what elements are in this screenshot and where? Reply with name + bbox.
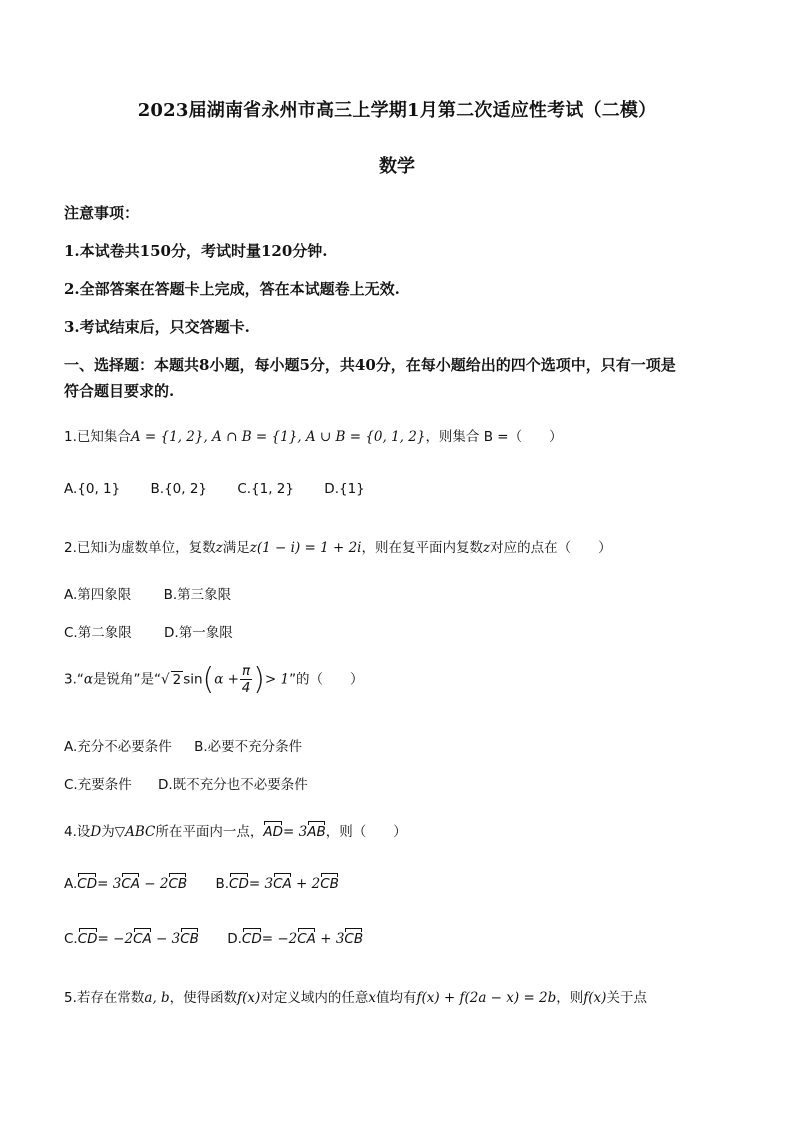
q4-option-d-ca: CA <box>297 931 316 947</box>
q4-mid2: 所在平面内一点， <box>155 824 264 840</box>
q4-option-a-op: − 2 <box>140 876 169 892</box>
q4-option-d <box>227 931 363 947</box>
q5-suffix: ，则 <box>556 990 584 1006</box>
q3-options-row1 <box>64 735 328 755</box>
q4-vector-ab: AB <box>307 824 326 840</box>
question-3 <box>64 662 364 697</box>
section-heading-line1: 一、选择题：本题共8小题，每小题5分，共40分，在每小题给出的四个选项中，只有一项是 <box>64 356 676 374</box>
q4-option-a <box>64 876 187 892</box>
q4-option-d-label: D. <box>227 931 242 947</box>
q3-options-row2 <box>64 773 334 793</box>
q3-suffix: ”的（ ） <box>289 671 364 688</box>
note-item-1: 1.本试卷共150分，考试时量120分钟. <box>64 242 328 260</box>
q4-option-b <box>215 876 338 892</box>
q3-fraction <box>240 663 252 696</box>
q1-option-a: A.{0, 1} <box>64 481 121 497</box>
q3-left-paren: ( <box>202 662 215 697</box>
q4-option-b-eq: = 3 <box>248 876 274 892</box>
q4-prefix: 4.设 <box>64 824 91 840</box>
q4-option-c-label: C. <box>64 931 78 947</box>
q3-gt: > 1 <box>264 671 290 688</box>
q4-d: D <box>90 824 102 840</box>
q3-option-a: A.充分不必要条件 <box>64 739 172 755</box>
notes-heading: 注意事项： <box>64 204 140 222</box>
question-2 <box>64 536 612 556</box>
q4-option-b-cb: CB <box>320 876 339 892</box>
q4-suffix: ，则（ ） <box>325 824 407 840</box>
q2-prefix: 2.已知i为虚数单位，复数 <box>64 540 216 556</box>
q4-option-b-op: + 2 <box>291 876 321 892</box>
q4-options-row2 <box>64 931 389 947</box>
q1-expression: A = {1, 2}, A ∩ B = {1}, A ∪ B = {0, 1, 2} <box>130 429 426 445</box>
q4-option-d-op: + 3 <box>315 931 345 947</box>
q1-option-b: B.{0, 2} <box>150 481 208 497</box>
q4-mid: 为 <box>101 824 115 840</box>
question-4 <box>64 820 407 840</box>
q1-option-d: D.{1} <box>324 481 365 497</box>
exam-title: 2023届湖南省永州市高三上学期1月第二次适应性考试（二模） <box>137 100 657 121</box>
q1-prefix: 1.已知集合 <box>64 429 131 445</box>
section-heading-line2: 符合题目要求的. <box>64 382 175 400</box>
q4-eq: = 3 <box>283 824 308 840</box>
q4-option-c <box>64 931 199 947</box>
q5-expression: f(x) + f(2a − x) = 2b <box>416 990 557 1006</box>
q5-mid2: 对定义域内的任意 <box>260 990 369 1006</box>
q5-mid: ，使得函数 <box>169 990 238 1006</box>
q4-option-a-label: A. <box>64 876 78 892</box>
q2-z2: z <box>483 540 491 556</box>
q4-option-b-cd: CD <box>229 876 249 892</box>
q3-mid: 是锐角”是“ <box>93 671 161 688</box>
q4-triangle: ▽ABC <box>114 824 156 840</box>
q2-suffix: ，则在复平面内复数 <box>361 540 483 556</box>
q3-sqrt-radicand: 2 <box>172 671 182 688</box>
q1-suffix: ，则集合 B =（ ） <box>425 429 563 445</box>
q3-frac-den: 4 <box>241 680 251 696</box>
q4-option-a-eq: = 3 <box>97 876 122 892</box>
q1-options <box>64 481 391 497</box>
q3-option-b: B.必要不充分条件 <box>194 739 303 755</box>
q2-expression: z(1 − i) = 1 + 2i <box>249 540 362 556</box>
question-5 <box>64 986 647 1006</box>
q2-option-d: D.第一象限 <box>164 625 233 641</box>
note-item-2: 2.全部答案在答题卡上完成，答在本试题卷上无效. <box>64 280 400 298</box>
q4-options-row1 <box>64 876 365 892</box>
q3-option-c: C.充要条件 <box>64 777 132 793</box>
q2-mid: 满足 <box>222 540 250 556</box>
q2-z: z <box>215 540 223 556</box>
q5-fx2: f(x) <box>583 990 607 1006</box>
q4-option-c-eq: = −2 <box>97 931 134 947</box>
q5-x: x <box>368 990 376 1006</box>
q4-option-d-eq: = −2 <box>261 931 298 947</box>
q4-option-a-ca: CA <box>121 876 140 892</box>
q3-sin: sin <box>183 671 203 688</box>
q5-prefix: 5.若存在常数 <box>64 990 145 1006</box>
q4-option-c-cb: CB <box>180 931 199 947</box>
q2-option-a: A.第四象限 <box>64 587 132 603</box>
subject-title: 数学 <box>379 156 415 177</box>
q4-option-a-cb: CB <box>168 876 188 892</box>
q5-fx: f(x) <box>237 990 261 1006</box>
q4-vector-ad: AD <box>263 824 283 840</box>
q3-right-paren: ) <box>253 662 265 697</box>
q3-option-d: D.既不充分也不必要条件 <box>158 777 308 793</box>
q3-prefix: 3.“ <box>64 671 84 688</box>
question-1 <box>64 425 563 445</box>
q2-option-b: B.第三象限 <box>163 587 232 603</box>
q4-option-d-cb: CB <box>344 931 364 947</box>
q4-option-b-ca: CA <box>273 876 292 892</box>
q3-sqrt-symbol: √ <box>161 671 170 688</box>
q5-mid3: 值均有 <box>375 990 417 1006</box>
q3-frac-num: π <box>242 663 251 679</box>
q2-option-c: C.第二象限 <box>64 625 132 641</box>
q4-option-c-ca: CA <box>133 931 152 947</box>
q3-alpha: α <box>83 671 93 688</box>
q2-options-row1 <box>64 583 257 603</box>
note-item-3: 3.考试结束后，只交答题卡. <box>64 318 250 336</box>
q2-options-row2 <box>64 621 259 641</box>
q4-option-c-cd: CD <box>77 931 98 947</box>
q4-option-b-label: B. <box>215 876 230 892</box>
q4-option-c-op: − 3 <box>151 931 181 947</box>
q3-arg-start: α + <box>214 671 239 688</box>
q5-ab: a, b <box>144 990 170 1006</box>
q2-end: 对应的点在（ ） <box>490 540 612 556</box>
q4-option-d-cd: CD <box>241 931 262 947</box>
q4-option-a-cd: CD <box>77 876 98 892</box>
q1-option-c: C.{1, 2} <box>237 481 294 497</box>
q5-end: 关于点 <box>606 990 647 1006</box>
